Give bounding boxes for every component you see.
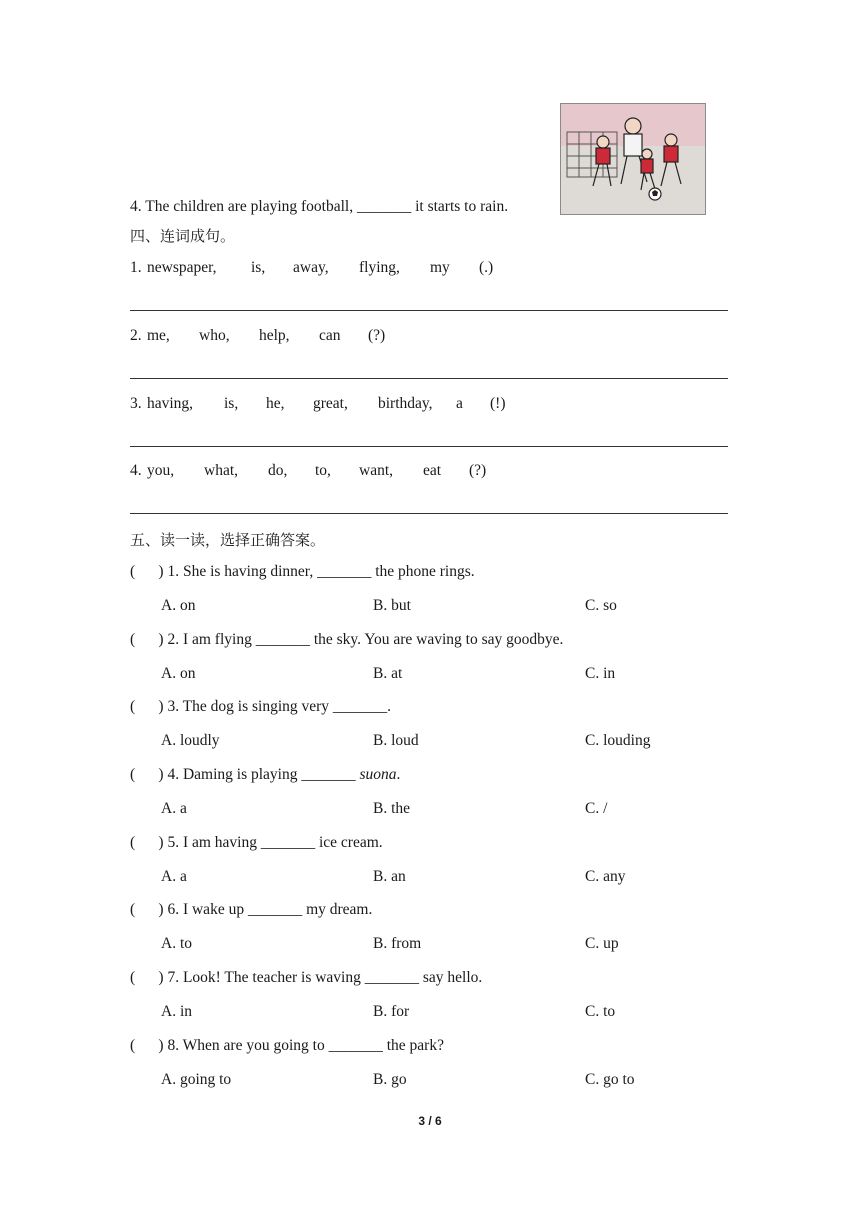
question-italic-word: suona — [359, 766, 397, 783]
answer-bracket[interactable]: ( ) — [130, 969, 164, 986]
option-c[interactable]: C. / — [585, 800, 608, 817]
mc-question-1 — [130, 563, 475, 581]
question-text: 7. Look! The teacher is waving _______ say hello. — [167, 969, 483, 986]
word: help, — [259, 327, 290, 344]
word: who, — [199, 327, 230, 344]
question-text: 6. I wake up _______ my dream. — [167, 901, 373, 918]
football-illustration — [560, 103, 706, 215]
word: what, — [204, 462, 239, 479]
question-end: . — [396, 766, 401, 783]
option-a[interactable]: A. loudly — [161, 732, 220, 749]
option-a[interactable]: A. a — [161, 868, 187, 885]
question-text: 5. I am having _______ ice cream. — [167, 834, 383, 851]
item-number: 2. — [130, 327, 142, 344]
punctuation: (?) — [368, 327, 386, 344]
option-a[interactable]: A. on — [161, 597, 196, 614]
punctuation: (!) — [490, 395, 506, 412]
word: flying, — [359, 259, 400, 276]
answer-bracket[interactable]: ( ) — [130, 901, 164, 918]
option-a[interactable]: A. going to — [161, 1071, 232, 1088]
question-text: 3. The dog is singing very _______. — [167, 698, 392, 715]
option-b[interactable]: B. an — [373, 868, 406, 885]
word: my — [430, 259, 450, 276]
section-heading-part4: 四、连词成句。 — [130, 227, 236, 245]
item-number: 1. — [130, 259, 142, 276]
option-b[interactable]: B. the — [373, 800, 411, 817]
mc-question-3 — [130, 698, 391, 716]
word: me, — [147, 327, 170, 344]
word: want, — [359, 462, 394, 479]
punctuation: (?) — [469, 462, 487, 479]
option-c[interactable]: C. to — [585, 1003, 616, 1020]
mc-question-2 — [130, 631, 563, 649]
option-b[interactable]: B. at — [373, 665, 403, 682]
option-a[interactable]: A. to — [161, 935, 192, 952]
answer-line[interactable] — [130, 446, 728, 447]
section-heading-part5: 五、读一读，选择正确答案。 — [130, 531, 326, 549]
answer-line[interactable] — [130, 378, 728, 379]
question-text: 2. I am flying _______ the sky. You are waving to say goodbye. — [167, 631, 564, 648]
word: can — [319, 327, 341, 344]
word: you, — [147, 462, 175, 479]
word: do, — [268, 462, 288, 479]
option-b[interactable]: B. for — [373, 1003, 410, 1020]
page-number: 3 / 6 — [418, 1114, 442, 1128]
answer-bracket[interactable]: ( ) — [130, 766, 164, 783]
option-c[interactable]: C. up — [585, 935, 619, 952]
word: is, — [251, 259, 266, 276]
option-b[interactable]: B. but — [373, 597, 411, 614]
item-number: 4. — [130, 462, 142, 479]
word: away, — [293, 259, 329, 276]
option-a[interactable]: A. in — [161, 1003, 192, 1020]
answer-bracket[interactable]: ( ) — [130, 834, 164, 851]
mc-question-7 — [130, 969, 482, 987]
answer-bracket[interactable]: ( ) — [130, 698, 164, 715]
mc-question-6 — [130, 901, 372, 919]
option-b[interactable]: B. loud — [373, 732, 419, 749]
option-c[interactable]: C. any — [585, 868, 626, 885]
option-c[interactable]: C. louding — [585, 732, 651, 749]
word: is, — [224, 395, 239, 412]
option-a[interactable]: A. on — [161, 665, 196, 682]
option-c[interactable]: C. in — [585, 665, 616, 682]
mc-question-8 — [130, 1037, 444, 1055]
answer-bracket[interactable]: ( ) — [130, 631, 164, 648]
part3-question-4: 4. The children are playing football, _______ it starts to rain. — [130, 198, 509, 215]
answer-line[interactable] — [130, 513, 728, 514]
mc-question-4 — [130, 766, 400, 784]
question-text: 4. Daming is playing _______ — [167, 766, 360, 783]
option-a[interactable]: A. a — [161, 800, 187, 817]
punctuation: (.) — [479, 259, 494, 276]
word: a — [456, 395, 463, 412]
item-number: 3. — [130, 395, 142, 412]
word: having, — [147, 395, 194, 412]
option-b[interactable]: B. go — [373, 1071, 407, 1088]
word: eat — [423, 462, 442, 479]
answer-bracket[interactable]: ( ) — [130, 563, 164, 580]
question-text: 1. She is having dinner, _______ the phone rings. — [167, 563, 475, 580]
word: great, — [313, 395, 348, 412]
answer-line[interactable] — [130, 310, 728, 311]
mc-question-5 — [130, 834, 383, 852]
option-c[interactable]: C. so — [585, 597, 617, 614]
option-b[interactable]: B. from — [373, 935, 422, 952]
word: newspaper, — [147, 259, 217, 276]
word: birthday, — [378, 395, 433, 412]
option-c[interactable]: C. go to — [585, 1071, 635, 1088]
word: to, — [315, 462, 331, 479]
question-text: 8. When are you going to _______ the park? — [167, 1037, 444, 1054]
answer-bracket[interactable]: ( ) — [130, 1037, 164, 1054]
word: he, — [266, 395, 285, 412]
